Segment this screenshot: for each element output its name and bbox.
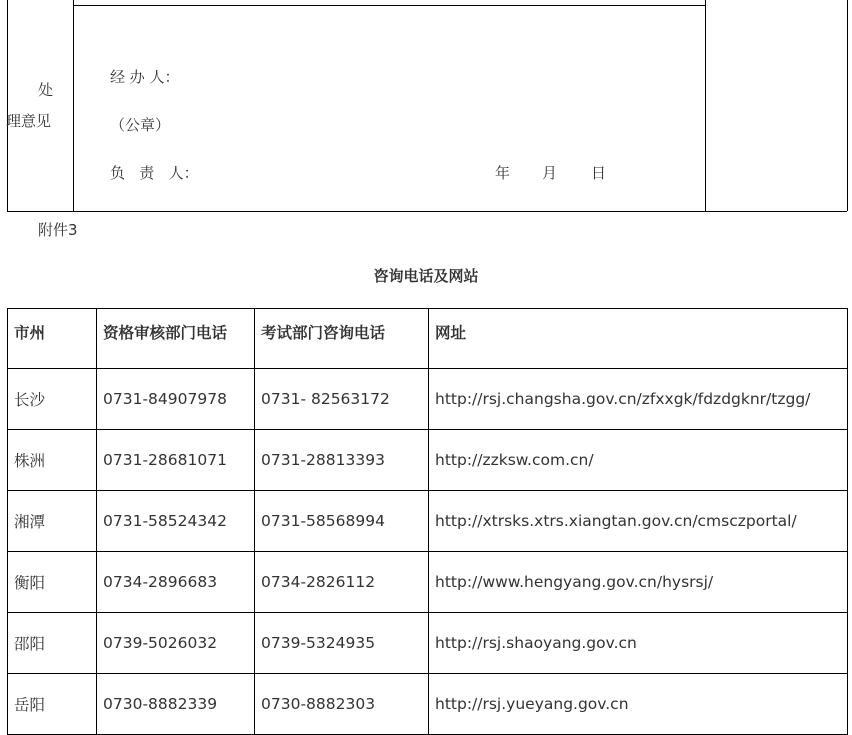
review-phone-cell: 0731-58524342 xyxy=(97,491,255,552)
website-link[interactable]: http://rsj.shaoyang.gov.cn xyxy=(429,613,848,674)
exam-phone-cell: 0730-8882303 xyxy=(255,674,429,735)
review-phone-cell: 0731-28681071 xyxy=(97,430,255,491)
date-year-label: 年 xyxy=(495,164,511,182)
column-header-review-phone: 资格审核部门电话 xyxy=(97,309,255,369)
exam-phone-cell: 0731-58568994 xyxy=(255,491,429,552)
website-link[interactable]: http://rsj.changsha.gov.cn/zfxxgk/fdzdgknr/tzgg/ xyxy=(429,369,848,430)
responsible-label: 负 责 人： xyxy=(110,164,199,182)
date-month-label: 月 xyxy=(542,164,558,182)
column-header-city: 市州 xyxy=(8,309,97,369)
table-row xyxy=(8,613,848,674)
exam-phone-cell: 0731-28813393 xyxy=(255,430,429,491)
form-divider xyxy=(73,0,74,211)
column-header-exam-phone: 考试部门咨询电话 xyxy=(255,309,429,369)
table-row xyxy=(8,674,848,735)
review-phone-cell: 0739-5026032 xyxy=(97,613,255,674)
form-divider xyxy=(705,0,706,211)
table-row xyxy=(8,430,848,491)
form-divider xyxy=(73,5,706,6)
review-phone-cell: 0731-84907978 xyxy=(97,369,255,430)
city-cell: 株洲 xyxy=(8,430,97,491)
page-title: 咨询电话及网站 xyxy=(373,267,479,285)
form-side-label: 理意见 xyxy=(6,112,52,130)
website-link[interactable]: http://zzksw.com.cn/ xyxy=(429,430,848,491)
table-header-row xyxy=(8,309,848,369)
seal-label: （公章） xyxy=(110,116,171,134)
exam-phone-cell: 0734-2826112 xyxy=(255,552,429,613)
column-header-website: 网址 xyxy=(429,309,848,369)
website-link[interactable]: http://rsj.yueyang.gov.cn xyxy=(429,674,848,735)
form-divider xyxy=(847,0,848,211)
review-phone-cell: 0730-8882339 xyxy=(97,674,255,735)
exam-phone-cell: 0739-5324935 xyxy=(255,613,429,674)
exam-phone-cell: 0731- 82563172 xyxy=(255,369,429,430)
table-row xyxy=(8,369,848,430)
city-cell: 邵阳 xyxy=(8,613,97,674)
annex-label: 附件3 xyxy=(38,221,78,239)
date-day-label: 日 xyxy=(591,164,607,182)
website-link[interactable]: http://xtrsks.xtrs.xiangtan.gov.cn/cmsczportal/ xyxy=(429,491,848,552)
city-cell: 衡阳 xyxy=(8,552,97,613)
handler-label: 经 办 人： xyxy=(110,68,180,86)
website-link[interactable]: http://www.hengyang.gov.cn/hysrsj/ xyxy=(429,552,848,613)
table-row xyxy=(8,552,848,613)
contacts-table xyxy=(7,308,848,735)
table-row xyxy=(8,491,848,552)
city-cell: 长沙 xyxy=(8,369,97,430)
review-phone-cell: 0734-2896683 xyxy=(97,552,255,613)
city-cell: 岳阳 xyxy=(8,674,97,735)
city-cell: 湘潭 xyxy=(8,491,97,552)
form-side-label: 处 xyxy=(38,81,54,99)
